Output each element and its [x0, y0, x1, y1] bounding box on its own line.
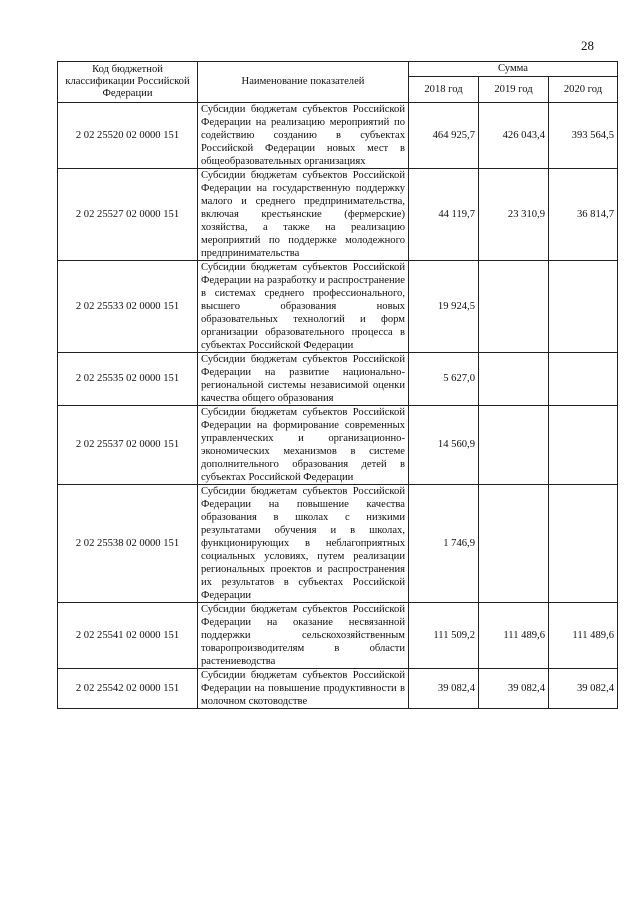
table-row	[58, 484, 618, 602]
table-row	[58, 668, 618, 708]
row-sum-2019: 39 082,4	[479, 668, 549, 708]
table-row	[58, 602, 618, 668]
table-row	[58, 352, 618, 405]
table-row	[58, 405, 618, 484]
row-sum-2018: 44 119,7	[409, 168, 479, 260]
table-row	[58, 102, 618, 168]
row-sum-2018: 19 924,5	[409, 260, 479, 352]
row-name: Субсидии бюджетам субъектов Российской Федерации на повышение качества образования в школах с низкими результатами обучения и в школах, функционирующих в неблагоприятных социальных условиях, путем реализации региональных проектов и распространения их результатов в субъектах Российской Федерации	[198, 484, 409, 602]
budget-table	[57, 61, 618, 709]
row-sum-2020: 393 564,5	[549, 102, 618, 168]
page-number: 28	[581, 38, 594, 53]
row-sum-2018: 5 627,0	[409, 352, 479, 405]
row-sum-2020	[549, 260, 618, 352]
row-name: Субсидии бюджетам субъектов Российской Федерации на повышение продуктивности в молочном скотоводстве	[198, 668, 409, 708]
row-code: 2 02 25527 02 0000 151	[58, 168, 198, 260]
row-sum-2018: 39 082,4	[409, 668, 479, 708]
row-sum-2020: 111 489,6	[549, 602, 618, 668]
row-sum-2019: 426 043,4	[479, 102, 549, 168]
row-code: 2 02 25535 02 0000 151	[58, 352, 198, 405]
row-sum-2020: 36 814,7	[549, 168, 618, 260]
header-name: Наименование показателей	[198, 62, 409, 103]
row-name: Субсидии бюджетам субъектов Российской Федерации на развитие национально-региональной системы независимой оценки качества общего образования	[198, 352, 409, 405]
row-name: Субсидии бюджетам субъектов Российской Федерации на разработку и распространение в системах среднего профессионального, высшего образования новых образовательных технологий и форм организации образовательного процесса в субъектах Российской Федерации	[198, 260, 409, 352]
row-sum-2019	[479, 352, 549, 405]
row-sum-2018: 464 925,7	[409, 102, 479, 168]
row-code: 2 02 25533 02 0000 151	[58, 260, 198, 352]
table-row	[58, 260, 618, 352]
row-sum-2019	[479, 260, 549, 352]
row-sum-2018: 111 509,2	[409, 602, 479, 668]
row-sum-2018: 1 746,9	[409, 484, 479, 602]
row-sum-2020	[549, 484, 618, 602]
header-year-2019: 2019 год	[479, 76, 549, 102]
row-code: 2 02 25538 02 0000 151	[58, 484, 198, 602]
header-year-2018: 2018 год	[409, 76, 479, 102]
header-year-2020: 2020 год	[549, 76, 618, 102]
row-code: 2 02 25542 02 0000 151	[58, 668, 198, 708]
row-sum-2020	[549, 352, 618, 405]
header-sum: Сумма	[409, 62, 618, 77]
row-code: 2 02 25541 02 0000 151	[58, 602, 198, 668]
row-name: Субсидии бюджетам субъектов Российской Федерации на государственную поддержку малого и среднего предпринимательства, включая крестьянские (фермерские) хозяйства, а также на реализацию мероприятий по поддержке молодежного предпринимательства	[198, 168, 409, 260]
row-sum-2019	[479, 405, 549, 484]
row-sum-2018: 14 560,9	[409, 405, 479, 484]
row-name: Субсидии бюджетам субъектов Российской Федерации на формирование современных управленческих и организационно-экономических механизмов в системе дополнительного образования детей в субъектах Российской Федерации	[198, 405, 409, 484]
row-code: 2 02 25520 02 0000 151	[58, 102, 198, 168]
table-row	[58, 168, 618, 260]
header-code: Код бюджетной классификации Российской Федерации	[58, 62, 198, 103]
row-sum-2019	[479, 484, 549, 602]
row-name: Субсидии бюджетам субъектов Российской Федерации на оказание несвязанной поддержки сельскохозяйственным товаропроизводителям в области растениеводства	[198, 602, 409, 668]
row-name: Субсидии бюджетам субъектов Российской Федерации на реализацию мероприятий по содействию созданию в субъектах Российской Федерации новых мест в общеобразовательных организациях	[198, 102, 409, 168]
row-sum-2019: 111 489,6	[479, 602, 549, 668]
row-sum-2020: 39 082,4	[549, 668, 618, 708]
row-sum-2020	[549, 405, 618, 484]
row-code: 2 02 25537 02 0000 151	[58, 405, 198, 484]
row-sum-2019: 23 310,9	[479, 168, 549, 260]
